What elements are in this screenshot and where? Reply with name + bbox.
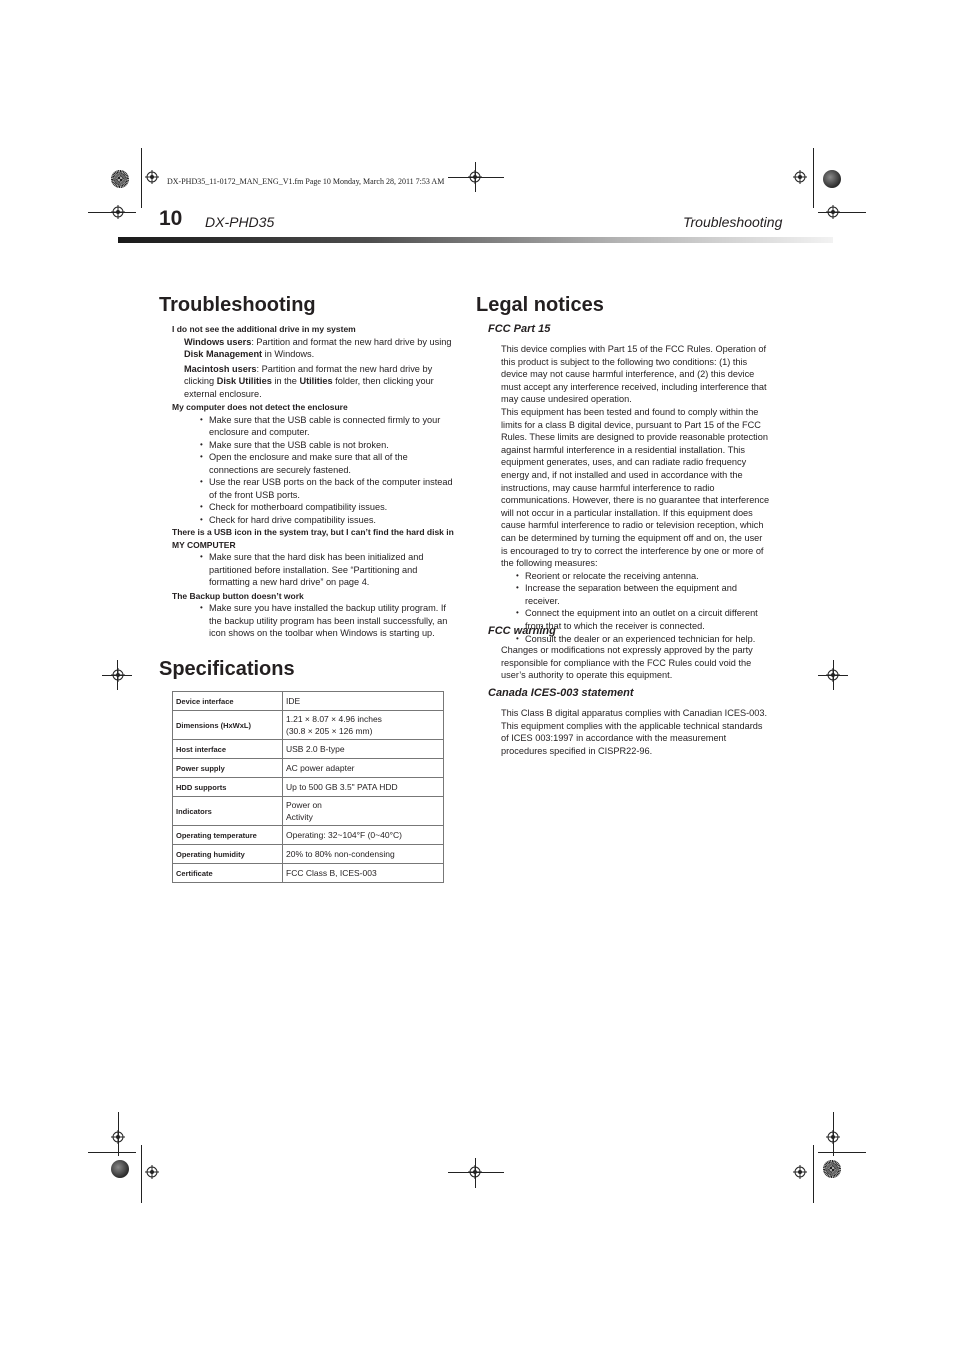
spec-label: Operating humidity bbox=[173, 845, 283, 864]
crosshair-icon bbox=[111, 1130, 125, 1144]
running-section-title: Troubleshooting bbox=[683, 214, 783, 230]
spec-label: Operating temperature bbox=[173, 826, 283, 845]
macintosh-users-label: Macintosh users bbox=[184, 363, 257, 374]
spec-label: Indicators bbox=[173, 797, 283, 826]
list-item: • Reorient or relocate the receiving antenna. bbox=[525, 570, 771, 583]
crosshair-icon bbox=[111, 668, 125, 682]
windows-text-2: in Windows. bbox=[262, 349, 315, 359]
crosshair-icon bbox=[826, 668, 840, 682]
spec-value: Up to 500 GB 3.5" PATA HDD bbox=[283, 778, 444, 797]
table-row bbox=[173, 778, 444, 797]
registration-ball-icon bbox=[823, 1160, 841, 1178]
spec-value-line: (30.8 × 205 × 126 mm) bbox=[286, 726, 373, 736]
spec-label: Device interface bbox=[173, 692, 283, 711]
troubleshooting-heading: Troubleshooting bbox=[159, 294, 316, 316]
table-row bbox=[173, 759, 444, 778]
registration-ball-icon bbox=[823, 170, 841, 188]
list-item: • Check for motherboard compatibility issues. bbox=[209, 501, 457, 514]
list-item: • Make sure that the USB cable is not broken. bbox=[209, 439, 457, 452]
page-number: 10 bbox=[159, 207, 183, 230]
spec-value: Operating: 32~104°F (0~40°C) bbox=[283, 826, 444, 845]
legal-notices-heading: Legal notices bbox=[476, 294, 604, 316]
windows-users-label: Windows users bbox=[184, 336, 252, 347]
issue-title: The Backup button doesn’t work bbox=[172, 590, 304, 601]
paragraph: This equipment has been tested and found to comply within the limits for a class B digital device, pursuant to Part 15 of the FCC Rules. These limits are designed to provide reasonable protection against harmful interference in a residential installation. This equipment generates, uses, and can radiate radio frequency energy and, if not installed and used in accordance with the instructions, may cause harmful interference to radio communications. However, there is no guarantee that interference will not occur in a particular installation. If this equipment does cause harmful interference to radio or television reception, which can be determined by turning the equipment off and on, the user is encouraged to try to correct the interference by one or more of the following measures: bbox=[501, 406, 770, 569]
spec-value-line: 1.21 × 8.07 × 4.96 inches bbox=[286, 714, 382, 724]
list-item: • Connect the equipment into an outlet on a circuit different from that to which the receiver is connected. bbox=[525, 607, 771, 632]
model-name: DX-PHD35 bbox=[205, 214, 275, 230]
mac-text-3: folder, then clicking your external enclosure. bbox=[184, 376, 434, 399]
issue-title: There is a USB icon in the system tray, but I can’t find the hard disk in MY COMPUTER bbox=[172, 527, 454, 550]
file-info: DX-PHD35_11-0172_MAN_ENG_V1.fm Page 10 Monday, March 28, 2011 7:53 AM bbox=[167, 177, 445, 186]
fcc-warning-heading: FCC warning bbox=[488, 625, 556, 637]
list-item: • Check for hard drive compatibility issues. bbox=[209, 514, 457, 527]
paragraph: This Class B digital apparatus complies with Canadian ICES-003. bbox=[501, 708, 768, 718]
spec-value: 20% to 80% non-condensing bbox=[283, 845, 444, 864]
crosshair-icon bbox=[826, 205, 840, 219]
issue-bullets bbox=[172, 551, 457, 589]
canada-ices-body bbox=[501, 707, 771, 757]
spec-label: Certificate bbox=[173, 864, 283, 883]
spec-label: Power supply bbox=[173, 759, 283, 778]
crosshair-icon bbox=[145, 170, 159, 184]
spec-value: AC power adapter bbox=[283, 759, 444, 778]
table-row bbox=[173, 692, 444, 711]
issue-bullets bbox=[172, 602, 457, 640]
spec-value bbox=[283, 711, 444, 740]
table-row bbox=[173, 797, 444, 826]
crosshair-icon bbox=[793, 170, 807, 184]
disk-management-label: Disk Management bbox=[184, 349, 263, 359]
table-row bbox=[173, 740, 444, 759]
troubleshooting-body bbox=[172, 323, 457, 640]
header-gradient-bar bbox=[118, 237, 833, 243]
list-item: • Consult the dealer or an experienced technician for help. bbox=[525, 633, 771, 646]
crosshair-icon bbox=[468, 170, 482, 184]
spec-label: HDD supports bbox=[173, 778, 283, 797]
mac-text: : Partition and format the new hard drive by clicking bbox=[184, 363, 433, 386]
table-row bbox=[173, 711, 444, 740]
issue-bullets bbox=[172, 414, 457, 527]
spec-value: IDE bbox=[283, 692, 444, 711]
spec-value: USB 2.0 B-type bbox=[283, 740, 444, 759]
registration-ball-icon bbox=[111, 170, 129, 188]
fcc-part15-heading: FCC Part 15 bbox=[488, 323, 551, 335]
mac-text-2: in the bbox=[271, 376, 300, 386]
crosshair-icon bbox=[111, 205, 125, 219]
canada-ices-heading: Canada ICES-003 statement bbox=[488, 687, 634, 699]
disk-utilities-label: Disk Utilities bbox=[216, 376, 272, 386]
registration-ball-icon bbox=[111, 1160, 129, 1178]
list-item: • Make sure that the hard disk has been initialized and partitioned before installation. See “Partitioning and formatting a new hard drive” on page 4. bbox=[209, 551, 457, 589]
spec-value-line: Activity bbox=[286, 812, 313, 822]
spec-value: FCC Class B, ICES-003 bbox=[283, 864, 444, 883]
list-item: • Increase the separation between the equipment and receiver. bbox=[525, 582, 771, 607]
spec-value-line: Power on bbox=[286, 800, 322, 810]
issue-title: My computer does not detect the enclosure bbox=[172, 402, 348, 412]
crosshair-icon bbox=[145, 1165, 159, 1179]
crosshair-icon bbox=[468, 1165, 482, 1179]
list-item: • Use the rear USB ports on the back of the computer instead of the front USB ports. bbox=[209, 476, 457, 501]
paragraph: This equipment complies with the applicable technical standards of ICES 003:1997 in accordance with the measurement procedures specified in CISPR22-96. bbox=[501, 720, 763, 756]
crosshair-icon bbox=[826, 1130, 840, 1144]
fcc-warning-body bbox=[501, 644, 771, 682]
fcc-part15-body bbox=[501, 343, 771, 645]
spec-label: Host interface bbox=[173, 740, 283, 759]
specifications-heading: Specifications bbox=[159, 658, 295, 680]
issue-solution bbox=[184, 336, 457, 401]
spec-label: Dimensions (HxWxL) bbox=[173, 711, 283, 740]
list-item: • Make sure you have installed the backup utility program. If the backup utility program has been install successfully, an icon shows on the toolbar when Windows is starting up. bbox=[209, 602, 457, 640]
paragraph: This device complies with Part 15 of the FCC Rules. Operation of this product is subject to the following two conditions: (1) this device may not cause harmful interference, and (2) this device must accept any interference received, including interference that may cause undesired operation. bbox=[501, 344, 767, 405]
issue-title: I do not see the additional drive in my system bbox=[172, 324, 356, 334]
list-item: • Open the enclosure and make sure that all of the connections are securely fastened. bbox=[209, 451, 457, 476]
specifications-table bbox=[172, 691, 444, 883]
windows-text: : Partition and format the new hard drive by using bbox=[251, 336, 452, 347]
table-row bbox=[173, 864, 444, 883]
paragraph: Changes or modifications not expressly approved by the party responsible for compliance with the FCC Rules could void the user’s authority to operate this equipment. bbox=[501, 645, 753, 681]
spec-value bbox=[283, 797, 444, 826]
list-item: • Make sure that the USB cable is connected firmly to your enclosure and computer. bbox=[209, 414, 457, 439]
table-row bbox=[173, 826, 444, 845]
utilities-label: Utilities bbox=[299, 376, 333, 386]
table-row bbox=[173, 845, 444, 864]
crosshair-icon bbox=[793, 1165, 807, 1179]
